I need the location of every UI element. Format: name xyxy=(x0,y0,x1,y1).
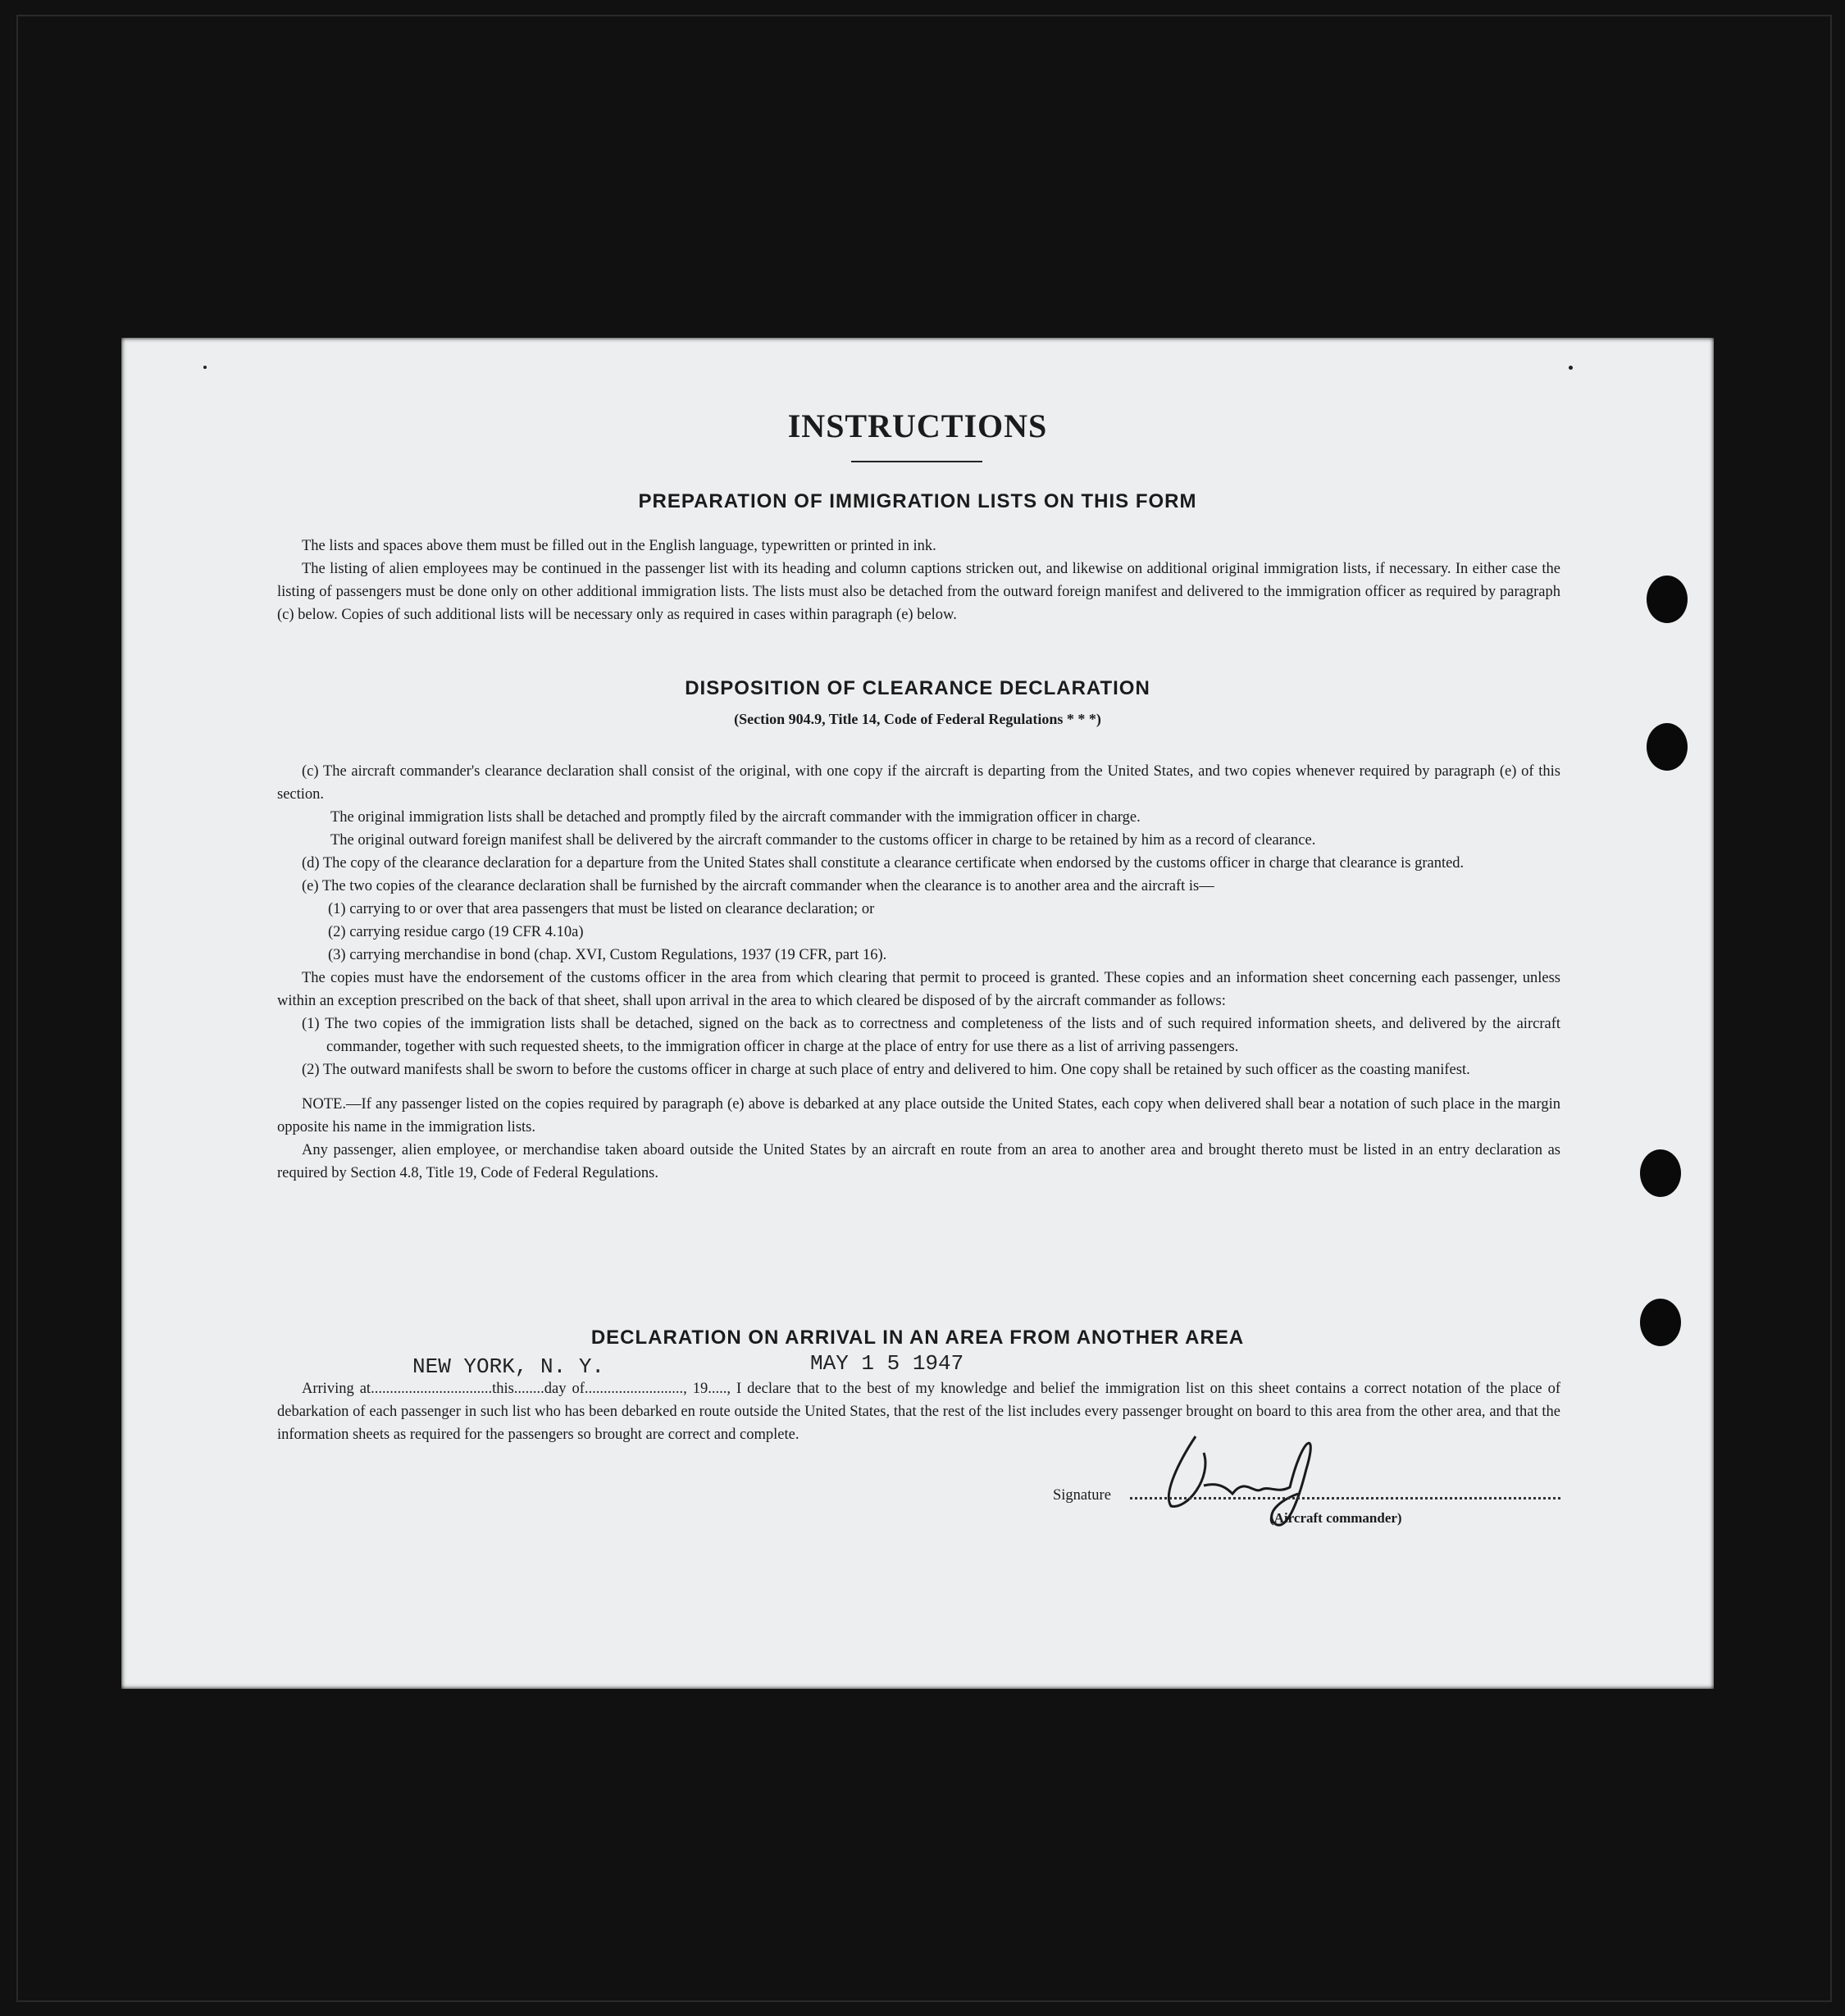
arriving-label: Arriving at xyxy=(302,1381,371,1397)
signature-line xyxy=(1130,1497,1560,1499)
paragraph-e1: (1) carrying to or over that area passengers that must be listed on clearance declaration; or xyxy=(328,901,875,917)
paragraph-c2: The original outward foreign manifest shall be delivered by the aircraft commander to the customs officer in charge to be retained by him as a record of clearance. xyxy=(330,832,1316,849)
date-value: MAY 1 5 1947 xyxy=(810,1351,964,1376)
section-heading-declaration: DECLARATION ON ARRIVAL IN AN AREA FROM ANOTHER AREA xyxy=(590,1327,1245,1349)
paragraph-e: (e) The two copies of the clearance declaration shall be furnished by the aircraft commander when the clearance is to another area and the aircraft is— xyxy=(302,878,1214,894)
arriving-at-value: NEW YORK, N. Y. xyxy=(412,1354,605,1379)
dots: ..... xyxy=(708,1381,727,1397)
punch-hole xyxy=(1647,723,1688,771)
paragraph-note: NOTE.—If any passenger listed on the copies required by paragraph (e) above is debarked at any place outside the United States, each copy when delivered shall bear a notation of such place in the margin opposite his name in the immigration lists. xyxy=(277,1096,1560,1135)
preparation-text xyxy=(277,535,1560,626)
punch-hole xyxy=(1647,576,1688,623)
section-heading-preparation: PREPARATION OF IMMIGRATION LISTS ON THIS FORM xyxy=(638,490,1197,512)
declaration-body: , I declare that to the best of my knowledge and belief the immigration list on this sheet contains a correct notation of the place of debarkation of each passenger in such list who has been debarked en route outside the United States, that the rest of the list includes every passenger brought on board to this area from the other area, and that the information sheets as required for the passengers so brought are correct and complete. xyxy=(277,1381,1561,1443)
scan-mark xyxy=(1569,366,1573,370)
paragraph: The listing of alien employees may be continued in the passenger list with its heading and column captions stricken out, and likewise on additional original immigration lists, if necessary. In either case the listing of passengers must be done only on other additional immigration lists. The lists must also be detached from the outward foreign manifest and delivered to the immigration officer as required by paragraph (c) below. Copies of such additional lists will be necessary only as required in cases within paragraph (e) below. xyxy=(277,561,1560,623)
year-label: , 19 xyxy=(683,1381,708,1397)
signature-label: Signature xyxy=(1053,1487,1111,1504)
scan-mark xyxy=(203,366,207,369)
paragraph-d: (d) The copy of the clearance declaration for a departure from the United States shall constitute a clearance certificate when endorsed by the customs officer in charge that clearance is granted. xyxy=(302,855,1465,871)
paragraph-copies: The copies must have the endorsement of the customs officer in the area from which clearing that permit to proceed is granted. These copies and an information sheet concerning each passenger, unless within an exception prescribed on the back of that sheet, shall upon arrival in the area to which cleared be disposed of by the aircraft commander as follows: xyxy=(277,970,1560,1009)
dots: ................................ xyxy=(371,1381,493,1397)
paragraph-c1: The original immigration lists shall be detached and promptly filed by the aircraft commander with the immigration officer in charge. xyxy=(330,809,1141,826)
this-label: this xyxy=(492,1381,514,1397)
day-label: day of xyxy=(544,1381,585,1397)
paragraph-c: (c) The aircraft commander's clearance declaration shall consist of the original, with one copy if the aircraft is departing from the United States, and two copies whenever required by paragraph (e) of this section. xyxy=(277,763,1560,803)
paragraph-f1: (1) The two copies of the immigration lists shall be detached, signed on the back as to correctness and completeness of the lists and of such required information sheets, and delivered by the aircraft commander, together with such requested sheets, to the immigration officer in charge at the place of entry for use there as a list of arriving passengers. xyxy=(302,1016,1560,1055)
section-heading-disposition: DISPOSITION OF CLEARANCE DECLARATION xyxy=(685,677,1150,699)
section-subheading: (Section 904.9, Title 14, Code of Federal Regulations * * *) xyxy=(734,711,1101,727)
dots: .......................... xyxy=(584,1381,684,1397)
paragraph-any: Any passenger, alien employee, or merchandise taken aboard outside the United States by an aircraft en route from an area to another area and brought thereto must be listed in an entry declaration as required by Section 4.8, Title 19, Code of Federal Regulations. xyxy=(277,1142,1560,1181)
paragraph-e2: (2) carrying residue cargo (19 CFR 4.10a) xyxy=(328,924,584,940)
signature-caption: (Aircraft commander) xyxy=(1269,1510,1402,1526)
paragraph: The lists and spaces above them must be filled out in the English language, typewritten or printed in ink. xyxy=(302,538,936,554)
title-divider xyxy=(851,461,982,462)
paragraph-f2: (2) The outward manifests shall be sworn to before the customs officer in charge at such place of entry and delivered to him. One copy shall be retained by such officer as the coasting manifest. xyxy=(302,1062,1470,1078)
paragraph-e3: (3) carrying merchandise in bond (chap. XVI, Custom Regulations, 1937 (19 CFR, part 16). xyxy=(328,947,887,963)
dots: ........ xyxy=(513,1381,544,1397)
page-title: INSTRUCTIONS xyxy=(787,407,1048,444)
declaration-text xyxy=(277,1377,1560,1446)
document-page xyxy=(121,338,1714,1689)
punch-hole xyxy=(1640,1149,1681,1197)
disposition-text xyxy=(277,760,1560,1185)
